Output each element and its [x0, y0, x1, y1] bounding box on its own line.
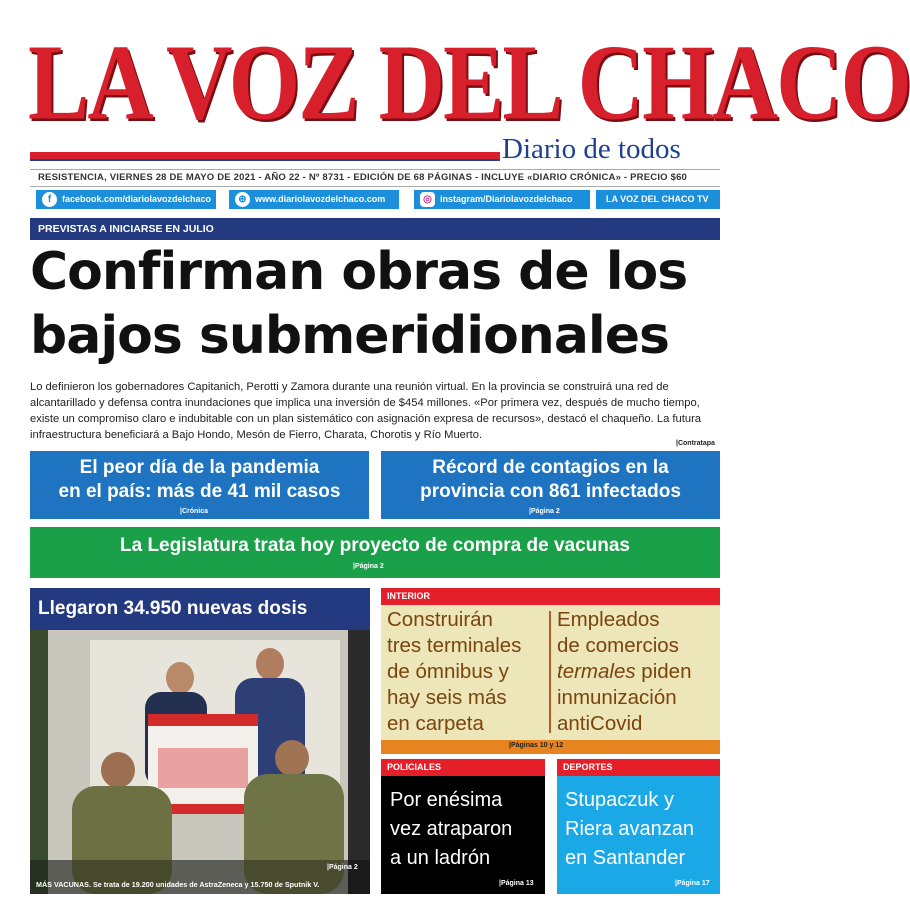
tv-label: LA VOZ DEL CHACO TV — [606, 194, 709, 204]
legislature-headline: La Legislatura trata hoy proyecto de compra de vacunas — [120, 535, 630, 556]
instagram-link[interactable] — [414, 190, 590, 209]
pandemic-headline-1: El peor día de la pandemia — [79, 457, 320, 478]
record-headline-1: Récord de contagios en la — [432, 457, 669, 478]
terminals-line-3: de ómnibus y — [387, 660, 509, 683]
record-story-box[interactable] — [381, 451, 720, 519]
policiales-headline — [390, 786, 542, 873]
legislature-page-ref: |Página 2 — [353, 563, 384, 570]
interior-story-terminals[interactable] — [387, 607, 547, 737]
newspaper-logo: LA VOZ DEL CHACO — [28, 21, 910, 143]
photo-caption: MÁS VACUNAS. Se trata de 19.200 unidades de AstraZeneca y 15.750 de Sputnik V. — [36, 880, 320, 889]
masthead-rule-red — [30, 152, 500, 159]
facebook-icon: f — [42, 192, 57, 207]
terminals-line-4: hay seis más — [387, 686, 507, 709]
tv-link[interactable] — [596, 190, 720, 209]
vaccine-delivery-photo — [30, 630, 370, 894]
terminals-line-1: Construirán — [387, 608, 493, 631]
globe-icon: ⊕ — [235, 192, 250, 207]
policiales-page-ref: |Página 13 — [499, 880, 534, 887]
record-headline-2: provincia con 861 infectados — [420, 481, 681, 502]
photo-headline: Llegaron 34.950 nuevas dosis — [30, 588, 370, 630]
deportes-line-2: Riera avanzan — [565, 818, 694, 840]
deportes-line-3: en Santander — [565, 847, 686, 869]
interior-story-employees[interactable] — [557, 607, 717, 737]
employees-line-4: inmunización — [557, 686, 677, 709]
masthead-rule-blue — [30, 159, 500, 161]
record-page-ref: |Página 2 — [529, 508, 560, 515]
section-label-deportes: DEPORTES — [557, 759, 720, 776]
deportes-line-1: Stupaczuk y — [565, 789, 674, 811]
main-story-lead: Lo definieron los gobernadores Capitanich, Perotti y Zamora durante una reunión virtual. En la provincia se construirá una red de alcantarillado y defensa contra inundaciones que implica una inversión de $454 millones. «Por primera vez, después de mucho tiempo, existe un compromiso claro e indubitable con un plan sistemático con asignación expresa de recursos», destacó el chaqueño. La futura infraestructura beneficiará a Bajo Hondo, Mesón de Fierro, Charata, Chorotis y Río Muerto. — [30, 381, 702, 441]
website-link[interactable] — [229, 190, 399, 209]
dateline: RESISTENCIA, VIERNES 28 DE MAYO DE 2021 - AÑO 22 - Nº 8731 - EDICIÓN DE 68 PÁGINAS - INCLUYE «DIARIO CRÓNICA» - PRECIO $60 — [30, 169, 720, 187]
interior-ref-bar — [381, 740, 720, 754]
policiales-line-1: Por enésima — [390, 789, 503, 811]
website-label: www.diariolavozdelchaco.com — [255, 194, 386, 204]
policiales-line-2: vez atraparon — [390, 818, 513, 840]
section-label-policiales: POLICIALES — [381, 759, 545, 776]
deportes-headline — [565, 786, 717, 873]
employees-emphasis: termales — [557, 660, 636, 683]
employees-line-1: Empleados — [557, 608, 660, 631]
deportes-page-ref: |Página 17 — [675, 880, 710, 887]
terminals-line-5: en carpeta — [387, 712, 484, 735]
employees-line-2: de comercios — [557, 634, 679, 657]
interior-section[interactable] — [381, 605, 720, 740]
pandemic-headline-2: en el país: más de 41 mil casos — [58, 481, 341, 502]
main-story-kicker: PREVISTAS A INICIARSE EN JULIO — [30, 218, 720, 240]
pandemic-story-box[interactable] — [30, 451, 369, 519]
instagram-label: instagram/Diariolavozdelchaco — [440, 194, 573, 204]
deportes-story[interactable] — [557, 776, 720, 894]
instagram-icon: ◎ — [420, 192, 435, 207]
facebook-link[interactable] — [36, 190, 216, 209]
policiales-line-3: a un ladrón — [390, 847, 491, 869]
pandemic-page-ref: |Crónica — [180, 508, 209, 515]
section-label-interior: INTERIOR — [381, 588, 720, 605]
employees-line-3-rest: piden — [635, 660, 692, 683]
employees-line-3 — [557, 659, 717, 685]
employees-line-5: antiCovid — [557, 712, 643, 735]
facebook-label: facebook.com/diariolavozdelchaco — [62, 194, 212, 204]
tagline: Diario de todos — [502, 133, 681, 165]
photo-page-ref: |Página 2 — [327, 864, 358, 871]
interior-page-ref: |Páginas 10 y 12 — [509, 742, 564, 749]
main-story-page-ref: |Contratapa — [676, 440, 715, 447]
terminals-line-2: tres terminales — [387, 634, 522, 657]
headline-line-1: Confirman obras de los — [30, 242, 688, 302]
headline-line-2: bajos submeridionales — [30, 306, 669, 366]
vaccine-photo-story[interactable] — [30, 588, 370, 894]
main-headline[interactable] — [30, 240, 730, 368]
legislature-story-box[interactable] — [30, 527, 720, 578]
column-divider — [549, 611, 551, 733]
policiales-story[interactable] — [381, 776, 545, 894]
